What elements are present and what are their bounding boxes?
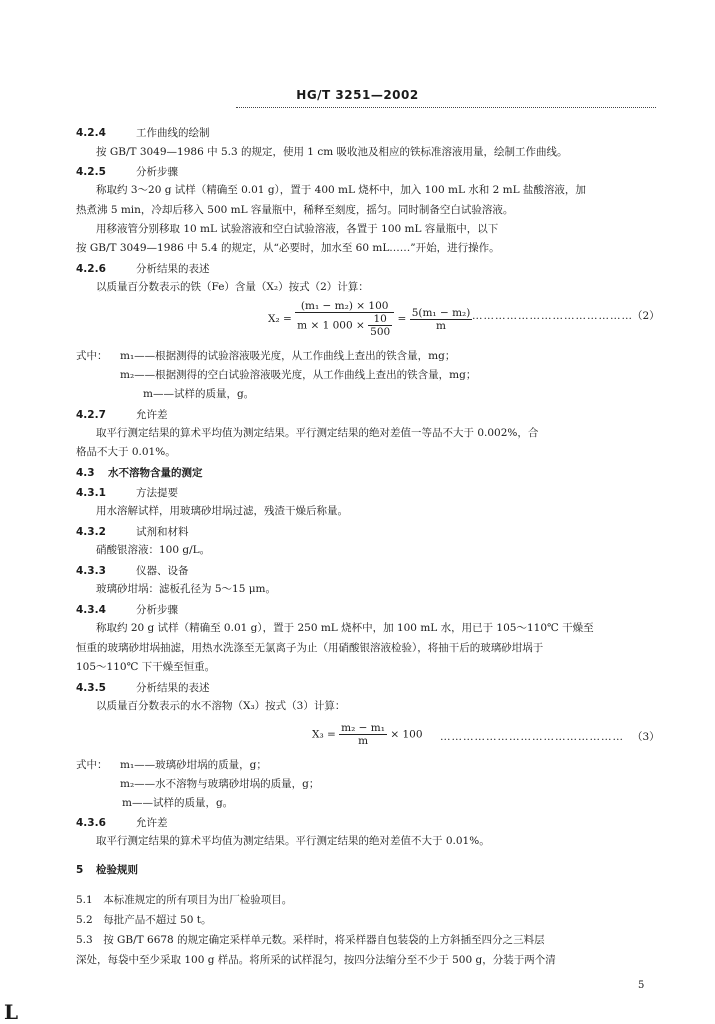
paragraph: 按 GB/T 3049—1986 中 5.3 的规定，使用 1 cm 吸收池及相应的铁标准溶液用量，绘制工作曲线。 [96,146,568,158]
section-number: 4.2.4 [76,127,106,139]
variable-definition: m₁——根据测得的试验溶液吸光度，从工作曲线上查出的铁含量，mg； [120,350,456,362]
section-number: 4.2.6 [76,263,106,275]
section-4-3-1 [76,485,178,500]
section-number: 4.3.4 [76,604,106,616]
inner-denominator: 500 [370,326,391,338]
header-rule [236,107,656,108]
formula-3 [312,722,423,747]
page-number: 5 [638,980,645,991]
variable-definition: m₂——水不溶物与玻璃砂坩埚的质量，g； [120,778,320,790]
section-number: 4.2.7 [76,409,106,421]
numerator: (m₁ − m₂) × 100 [295,300,394,313]
paragraph: 硝酸银溶液：100 g/L。 [96,544,211,556]
paragraph: 取平行测定结果的算术平均值为测定结果。平行测定结果的绝对差值一等品不大于 0.002%，合 [96,427,539,439]
section-5 [76,862,138,877]
inner-fraction [368,313,392,338]
section-4-2-5 [76,164,178,179]
section-4-3-2 [76,524,189,539]
section-title: 仪器、设备 [136,565,189,577]
paragraph: 105～110℃ 下干燥至恒重。 [76,661,216,673]
paragraph: 热煮沸 5 min，冷却后移入 500 mL 容量瓶中，稀释至刻度，摇匀。同时制备空白试验溶液。 [76,204,514,216]
section-title: 试剂和材料 [136,526,189,538]
denominator [295,313,394,338]
where-label: 式中： [76,759,108,771]
section-number: 4.3.2 [76,526,106,538]
paragraph: 以质量百分数表示的铁（Fe）含量（X₂）按式（2）计算： [96,281,369,293]
section-4-2-6 [76,261,210,276]
numerator: 5(m₁ − m₂) [411,306,471,319]
denominator: m [358,735,369,747]
paragraph: 称取约 20 g 试样（精确至 0.01 g），置于 250 mL 烧杯中，加 100 mL 水，用已于 105～110℃ 干燥至 [96,622,594,634]
leader-dots: …………………………………… [472,310,633,322]
leader-dots: ………………………………………… [440,731,624,743]
denominator-part: m × 1 000 × [297,319,365,332]
fraction [339,722,387,747]
variable-definition: m——试样的质量，g。 [143,388,255,400]
paragraph: 格品不大于 0.01%。 [76,446,176,458]
equals-sign: = [397,313,407,325]
paragraph: 称取约 3～20 g 试样（精确至 0.01 g），置于 400 mL 烧杯中，加入 100 mL 水和 2 mL 盐酸溶液，加 [96,184,586,196]
section-title: 分析结果的表述 [136,263,210,275]
section-4-2-4 [76,125,210,140]
inner-numerator: 10 [368,313,392,326]
fraction [295,300,394,338]
formula-number: （3） [632,731,660,743]
section-title: 分析结果的表述 [136,682,210,694]
formula-number: （2） [632,310,660,322]
section-title: 检验规则 [96,864,138,876]
paragraph: 用移液管分别移取 10 mL 试验溶液和空白试验溶液，各置于 100 mL 容量瓶中，以下 [96,223,499,235]
section-title: 工作曲线的绘制 [136,127,210,139]
scan-corner-mark: L [4,1000,19,1024]
rule-item: 5.2 每批产品不超过 50 t。 [76,914,212,926]
paragraph: 以质量百分数表示的水不溶物（X₃）按式（3）计算： [96,700,346,712]
section-number: 4.3 [76,467,95,479]
fraction [410,307,473,332]
variable-definition: m——试样的质量，g。 [122,797,234,809]
paragraph: 取平行测定结果的算术平均值为测定结果。平行测定结果的绝对差值不大于 0.01%。 [96,835,490,847]
section-title: 分析步骤 [136,604,178,616]
variable-definition: m₁——玻璃砂坩埚的质量，g； [120,759,267,771]
formula-lhs: X₂ = [268,313,292,325]
page-header: HG/T 3251—2002 [296,88,419,102]
section-number: 4.3.6 [76,817,106,829]
section-number: 4.2.5 [76,166,106,178]
section-number: 4.3.3 [76,565,106,577]
paragraph: 按 GB/T 3049—1986 中 5.4 的规定，从“必要时，加水至 60 mL……”开始，进行操作。 [76,242,500,254]
section-title: 允许差 [136,817,168,829]
formula-tail: × 100 [390,728,423,741]
section-title: 方法提要 [136,487,178,499]
rule-item: 深处，每袋中至少采取 100 g 样品。将所采的试样混匀，按四分法缩分至不少于 500 g，分装于两个清 [76,954,556,966]
numerator: m₂ − m₁ [341,722,385,734]
section-number: 5 [76,864,84,876]
section-4-3-6 [76,815,168,830]
paragraph: 玻璃砂坩埚：滤板孔径为 5～15 μm。 [96,583,276,595]
formula-2 [268,300,472,338]
section-number: 4.3.5 [76,682,106,694]
paragraph: 用水溶解试样，用玻璃砂坩埚过滤，残渣干燥后称量。 [96,505,348,517]
section-4-2-7 [76,407,168,422]
section-title: 分析步骤 [136,166,178,178]
where-label: 式中： [76,350,108,362]
rule-item: 5.1 本标准规定的所有项目为出厂检验项目。 [76,894,293,906]
section-number: 4.3.1 [76,487,106,499]
section-4-3-5 [76,680,210,695]
section-title: 水不溶物含量的测定 [108,467,203,479]
section-4-3 [76,465,203,480]
rule-item: 5.3 按 GB/T 6678 的规定确定采样单元数。采样时，将采样器自包装袋的上方斜插至四分之三料层 [76,934,545,946]
section-4-3-3 [76,563,189,578]
formula-lhs: X₃ = [312,728,336,741]
denominator: m [436,319,447,332]
paragraph: 恒重的玻璃砂坩埚抽滤，用热水洗涤至无氯离子为止（用硝酸银溶液检验），将抽干后的玻璃砂坩埚于 [76,642,544,654]
section-4-3-4 [76,602,178,617]
variable-definition: m₂——根据测得的空白试验溶液吸光度，从工作曲线上查出的铁含量，mg； [120,369,477,381]
section-title: 允许差 [136,409,168,421]
